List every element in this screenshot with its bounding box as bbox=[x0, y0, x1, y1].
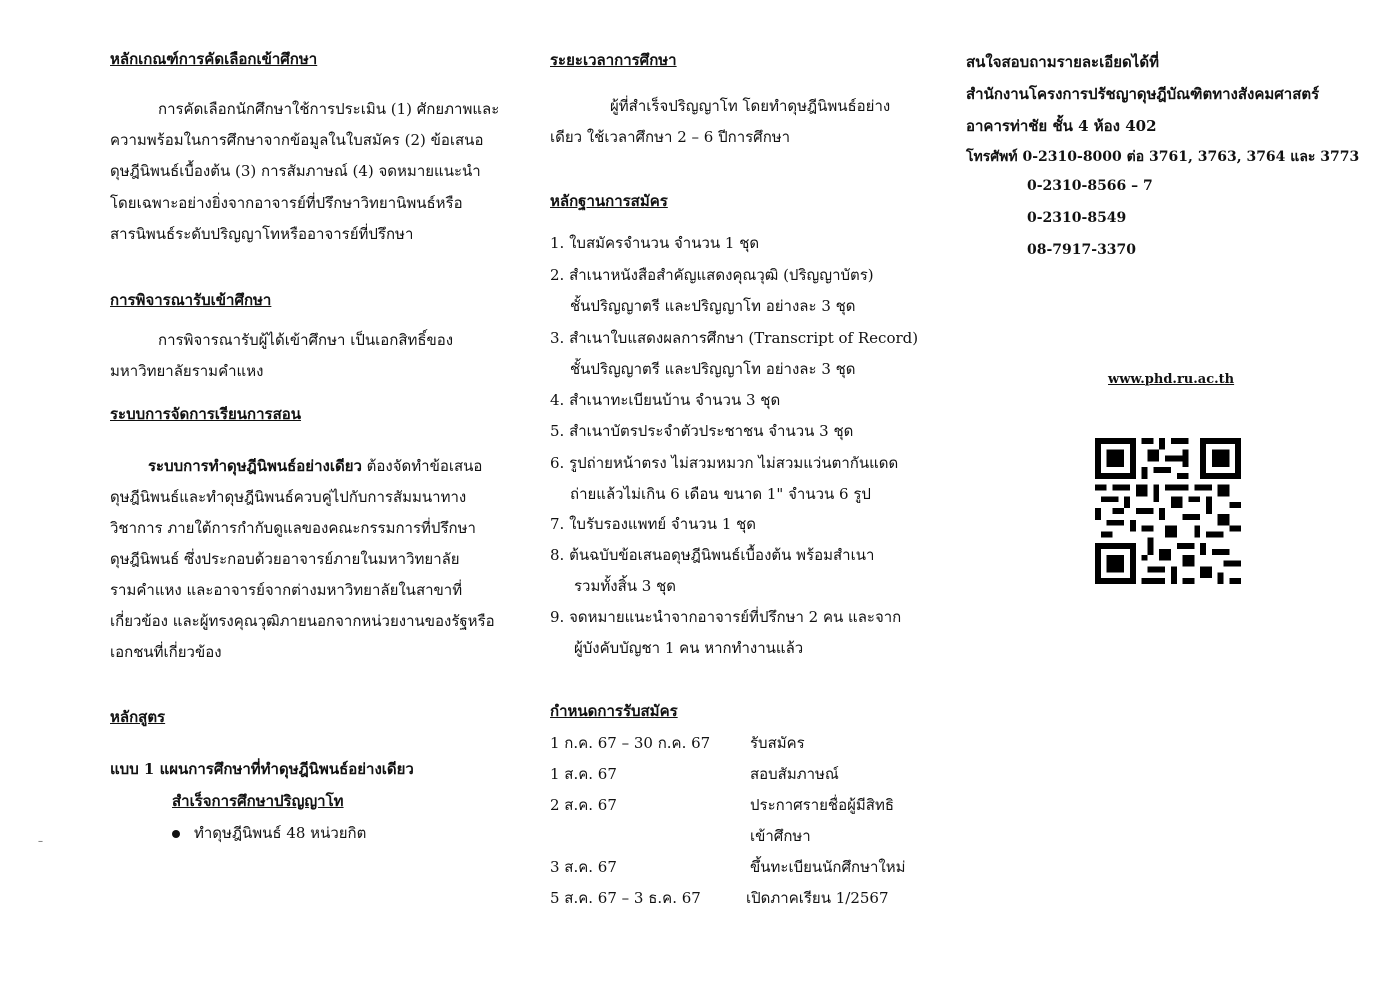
phone-number: 08-7917-3370 bbox=[1027, 242, 1137, 258]
admission-line: มหาวิทยาลัยรามคำแหง bbox=[110, 362, 264, 380]
bullet-icon bbox=[172, 830, 180, 838]
teaching-system-name: ระบบการทำดุษฎีนิพนธ์อย่างเดียว bbox=[148, 457, 362, 475]
phone-number: 0-2310-8549 bbox=[1027, 210, 1127, 226]
schedule-event: เปิดภาคเรียน 1/2567 bbox=[746, 889, 889, 907]
teaching-heading: ระบบการจัดการเรียนการสอน bbox=[110, 405, 302, 423]
duration-heading: ระยะเวลาการศึกษา bbox=[550, 51, 677, 69]
item-number: 4. bbox=[550, 391, 565, 409]
teaching-line-first bbox=[148, 454, 482, 478]
schedule-event: เข้าศึกษา bbox=[750, 827, 811, 845]
plan-label: แบบ 1 แผนการศึกษาที่ทำดุษฎีนิพนธ์อย่างเดียว bbox=[110, 760, 414, 778]
item-text: สำเนาบัตรประจำตัวประชาชน จำนวน 3 ชุด bbox=[569, 422, 854, 440]
list-item bbox=[550, 451, 898, 475]
item-text: จดหมายแนะนำจากอาจารย์ที่ปรึกษา 2 คน และจาก bbox=[569, 608, 902, 626]
item-text: ต้นฉบับข้อเสนอดุษฎีนิพนธ์เบื้องต้น พร้อมสำเนา bbox=[569, 546, 875, 564]
list-item bbox=[550, 388, 780, 412]
item-text: สำเนาใบแสดงผลการศึกษา (Transcript of Record) bbox=[569, 329, 919, 347]
plan-bullet-item bbox=[172, 821, 366, 845]
schedule-event: สอบสัมภาษณ์ bbox=[750, 765, 839, 783]
list-item bbox=[550, 326, 918, 350]
schedule-date: 5 ส.ค. 67 – 3 ธ.ค. 67 bbox=[550, 889, 701, 907]
list-item-continued: ชั้นปริญญาตรี และปริญญาโท อย่างละ 3 ชุด bbox=[570, 360, 856, 378]
item-text: ใบสมัครจำนวน จำนวน 1 ชุด bbox=[569, 234, 760, 252]
schedule-event: ประกาศรายชื่อผู้มีสิทธิ bbox=[750, 796, 894, 814]
item-text: รูปถ่ายหน้าตรง ไม่สวมหมวก ไม่สวมแว่นตากันแดด bbox=[569, 454, 899, 472]
plan-bullet-text: ทำดุษฎีนิพนธ์ 48 หน่วยกิต bbox=[194, 824, 367, 842]
selection-line: ความพร้อมในการศึกษาจากข้อมูลในใบสมัคร (2) ข้อเสนอ bbox=[110, 131, 484, 149]
selection-line: โดยเฉพาะอย่างยิ่งจากอาจารย์ที่ปรึกษาวิทยานิพนธ์หรือ bbox=[110, 194, 463, 212]
phone-number: 0-2310-8566 – 7 bbox=[1027, 178, 1153, 194]
item-number: 7. bbox=[550, 515, 565, 533]
schedule-date: 3 ส.ค. 67 bbox=[550, 858, 617, 876]
list-item-continued: ถ่ายแล้วไม่เกิน 6 เดือน ขนาด 1" จำนวน 6 รูป bbox=[570, 485, 871, 503]
item-number: 8. bbox=[550, 546, 565, 564]
contact-line: สนใจสอบถามรายละเอียดได้ที่ bbox=[966, 53, 1159, 71]
qr-code-icon[interactable] bbox=[1092, 438, 1244, 584]
selection-line: การคัดเลือกนักศึกษาใช้การประเมิน (1) ศักยภาพและ bbox=[158, 100, 500, 118]
item-number: 9. bbox=[550, 608, 565, 626]
schedule-date: 2 ส.ค. 67 bbox=[550, 796, 617, 814]
schedule-event: รับสมัคร bbox=[750, 734, 805, 752]
contact-phone: โทรศัพท์ 0-2310-8000 ต่อ 3761, 3763, 3764 และ 3773 bbox=[966, 149, 1360, 165]
plan-sub-heading: สำเร็จการศึกษาปริญญาโท bbox=[172, 792, 344, 810]
item-text: สำเนาหนังสือสำคัญแสดงคุณวุฒิ (ปริญญาบัตร) bbox=[569, 266, 874, 284]
list-item bbox=[550, 231, 759, 255]
admission-heading: การพิจารณารับเข้าศึกษา bbox=[110, 291, 272, 309]
selection-line: สารนิพนธ์ระดับปริญญาโทหรืออาจารย์ที่ปรึกษา bbox=[110, 225, 414, 243]
schedule-date: 1 ก.ค. 67 – 30 ก.ค. 67 bbox=[550, 734, 711, 752]
duration-line: ผู้ที่สำเร็จปริญญาโท โดยทำดุษฎีนิพนธ์อย่าง bbox=[610, 97, 891, 115]
item-text: สำเนาทะเบียนบ้าน จำนวน 3 ชุด bbox=[569, 391, 781, 409]
schedule-date: 1 ส.ค. 67 bbox=[550, 765, 617, 783]
contact-building: อาคารท่าชัย ชั้น 4 ห้อง 402 bbox=[966, 117, 1157, 135]
list-item bbox=[550, 605, 901, 629]
teaching-line: เอกชนที่เกี่ยวข้อง bbox=[110, 643, 222, 661]
scan-mark: – bbox=[38, 836, 43, 847]
list-item-continued: รวมทั้งสิ้น 3 ชุด bbox=[574, 577, 676, 595]
list-item bbox=[550, 512, 756, 536]
teaching-line: ดุษฎีนิพนธ์และทำดุษฎีนิพนธ์ควบคู่ไปกับการสัมมนาทาง bbox=[110, 488, 467, 506]
teaching-line: วิชาการ ภายใต้การกำกับดูแลของคณะกรรมการที่ปรึกษา bbox=[110, 519, 476, 537]
list-item bbox=[550, 263, 874, 287]
item-text: ใบรับรองแพทย์ จำนวน 1 ชุด bbox=[569, 515, 757, 533]
list-item-continued: ผู้บังคับบัญชา 1 คน หากทำงานแล้ว bbox=[574, 639, 804, 657]
list-item bbox=[550, 419, 853, 443]
item-number: 3. bbox=[550, 329, 565, 347]
admission-line: การพิจารณารับผู้ได้เข้าศึกษา เป็นเอกสิทธิ์ของ bbox=[158, 331, 454, 349]
teaching-line-rest: ต้องจัดทำข้อเสนอ bbox=[361, 457, 483, 475]
curriculum-heading: หลักสูตร bbox=[110, 708, 166, 726]
teaching-line: ดุษฎีนิพนธ์ ซึ่งประกอบด้วยอาจารย์ภายในมหาวิทยาลัย bbox=[110, 550, 460, 568]
documents-heading: หลักฐานการสมัคร bbox=[550, 192, 668, 210]
item-number: 2. bbox=[550, 266, 565, 284]
teaching-line: เกี่ยวข้อง และผู้ทรงคุณวุฒิภายนอกจากหน่วยงานของรัฐหรือ bbox=[110, 612, 495, 630]
website-link[interactable]: www.phd.ru.ac.th bbox=[1108, 372, 1235, 387]
item-number: 6. bbox=[550, 454, 565, 472]
schedule-event: ขึ้นทะเบียนนักศึกษาใหม่ bbox=[750, 858, 906, 876]
selection-line: ดุษฎีนิพนธ์เบื้องต้น (3) การสัมภาษณ์ (4) จดหมายแนะนำ bbox=[110, 162, 481, 180]
selection-heading: หลักเกณฑ์การคัดเลือกเข้าศึกษา bbox=[110, 50, 318, 68]
duration-line: เดียว ใช้เวลาศึกษา 2 – 6 ปีการศึกษา bbox=[550, 128, 791, 146]
list-item-continued: ชั้นปริญญาตรี และปริญญาโท อย่างละ 3 ชุด bbox=[570, 297, 856, 315]
contact-office: สำนักงานโครงการปรัชญาดุษฎีบัณฑิตทางสังคมศาสตร์ bbox=[966, 85, 1320, 103]
item-number: 5. bbox=[550, 422, 565, 440]
schedule-heading: กำหนดการรับสมัคร bbox=[550, 702, 678, 720]
teaching-line: รามคำแหง และอาจารย์จากต่างมหาวิทยาลัยในสาขาที่ bbox=[110, 581, 463, 599]
item-number: 1. bbox=[550, 234, 565, 252]
list-item bbox=[550, 543, 874, 567]
